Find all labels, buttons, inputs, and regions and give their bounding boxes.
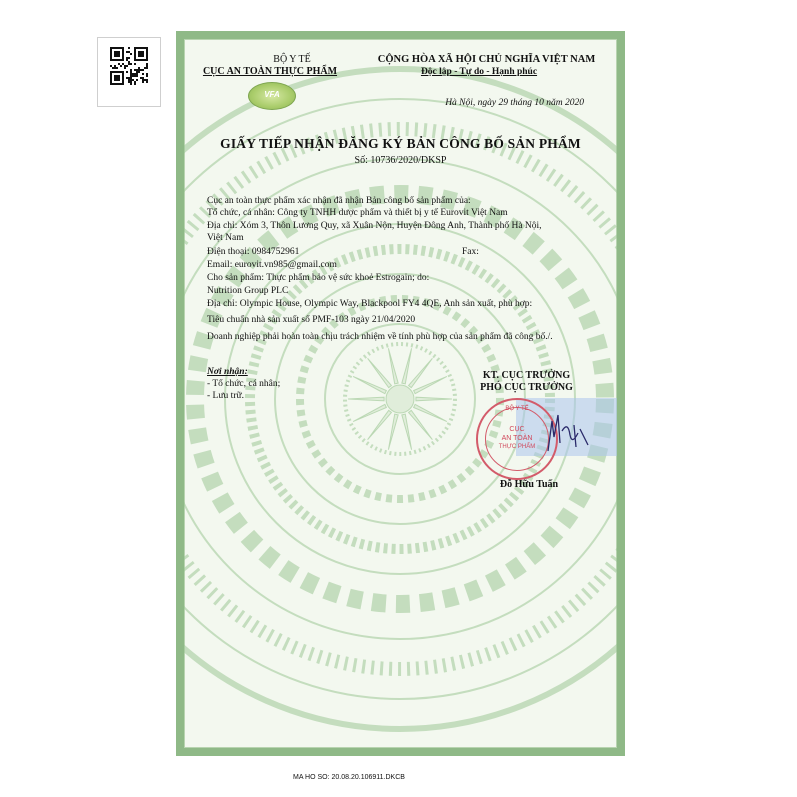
- qr-code-icon: [110, 47, 148, 85]
- recipients-heading: Nơi nhận:: [207, 367, 248, 377]
- document-title: GIẤY TIẾP NHẬN ĐĂNG KÝ BẢN CÔNG BỐ SẢN PHẨM: [220, 136, 581, 151]
- agency-logo: [248, 82, 296, 110]
- document-number: Số: 10736/2020/DKSP: [354, 155, 447, 166]
- address-line: Địa chỉ: Xóm 3, Thôn Lương Quy, xã Xuân Nộn, Huyện Đông Anh, Thành phố Hà Nội,: [207, 221, 542, 231]
- republic-name: CỘNG HÒA XÃ HỘI CHỦ NGHĨA VIỆT NAM: [377, 54, 596, 65]
- recipient-item: - Tổ chức, cá nhân;: [207, 379, 281, 389]
- logo-text: VFA: [264, 90, 280, 99]
- signer-title: KT. CỤC TRƯỞNG: [482, 370, 571, 381]
- fax-label: Fax:: [462, 247, 479, 257]
- stamp-text-3: THỰC PHẨM: [498, 444, 536, 450]
- ministry-name: BỘ Y TẾ: [273, 54, 311, 65]
- signer-name: Đỗ Hữu Tuấn: [499, 479, 559, 490]
- product-line: Cho sản phẩm: Thực phẩm bảo vệ sức khoẻ Estrogain; do:: [207, 273, 430, 283]
- handwritten-signature: [544, 407, 594, 457]
- manufacturer-line: Nutrition Group PLC: [207, 286, 289, 296]
- address-line-cont: Việt Nam: [207, 233, 244, 243]
- organization-line: Tổ chức, cá nhân: Công ty TNHH dược phẩm và thiết bị y tế Eurovit Việt Nam: [207, 208, 508, 218]
- recipient-item: - Lưu trữ.: [207, 391, 244, 401]
- signer-position: PHÓ CỤC TRƯỞNG: [480, 382, 573, 393]
- issue-date: Hà Nội, ngày 29 tháng 10 năm 2020: [445, 98, 584, 108]
- dossier-code: MA HO SO: 20.08.20.106911.DKCB: [293, 774, 405, 781]
- intro-line: Cục an toàn thực phẩm xác nhận đã nhận Bản công bố sản phẩm của:: [207, 196, 471, 206]
- manufacturer-address-line: Địa chỉ: Olympic House, Olympic Way, Blackpool FY4 4QE, Anh sản xuất, phù hợp:: [207, 299, 533, 309]
- stamp-text-1: CỤC: [509, 426, 525, 433]
- email-line: Email: eurovit.vn985@gmail.com: [207, 260, 337, 270]
- stamp-text-2: AN TOÀN: [501, 435, 533, 442]
- stamp-ring-text: BỘ Y TẾ: [505, 406, 529, 412]
- phone-line: Điện thoại: 0984752961: [207, 247, 300, 257]
- standard-line: Tiêu chuẩn nhà sản xuất số PMF-103 ngày 21/04/2020: [207, 315, 416, 325]
- agency-name: CỤC AN TOÀN THỰC PHẨM: [202, 66, 338, 77]
- qr-code: [97, 37, 161, 107]
- responsibility-line: Doanh nghiệp phải hoàn toàn chịu trách nhiệm về tính phù hợp của sản phẩm đã công bố./.: [207, 332, 553, 342]
- national-motto: Độc lập - Tự do - Hạnh phúc: [420, 67, 538, 77]
- certificate-document: [176, 31, 625, 756]
